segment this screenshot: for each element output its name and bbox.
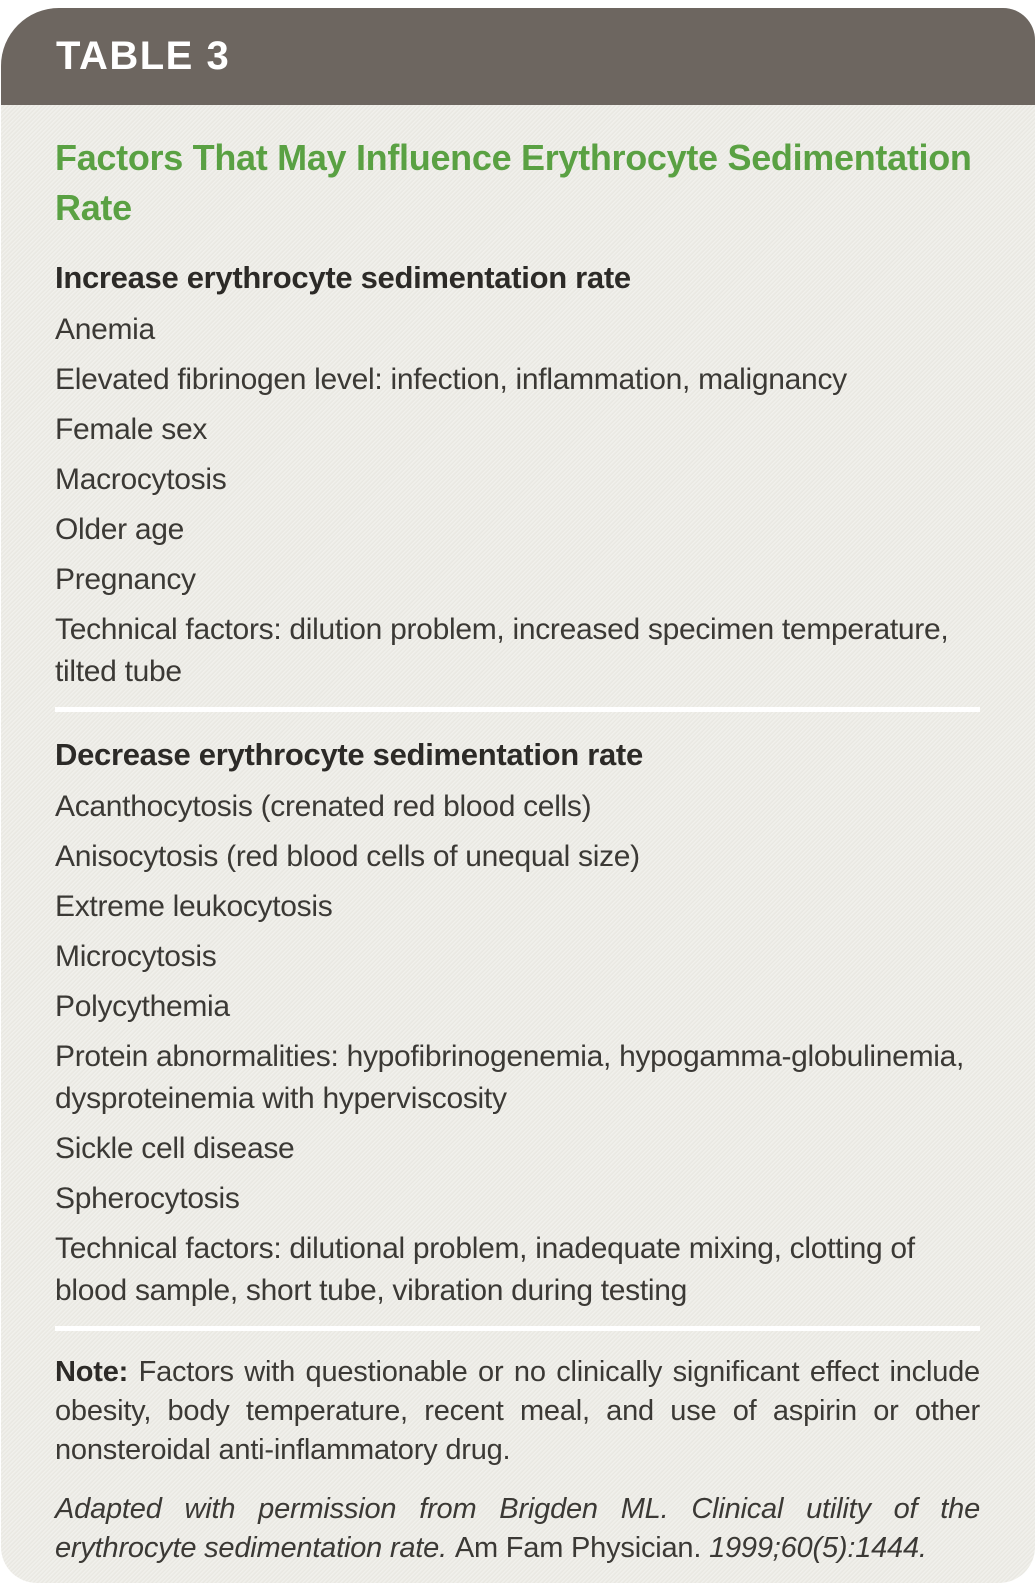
list-item: Technical factors: dilutional problem, inadequate mixing, clotting of blood sample, short tube, vibration during testing bbox=[55, 1232, 915, 1307]
list-item: Elevated fibrinogen level: infection, inflammation, malignancy bbox=[55, 363, 847, 396]
attribution-lead-italic: Adapted with permission from Brigden ML. Clinical utility of the erythrocyte sedimentation rate. bbox=[55, 1493, 980, 1564]
section-heading-decrease: Decrease erythrocyte sedimentation rate bbox=[55, 737, 643, 772]
table-card bbox=[1, 8, 1035, 1583]
table-title: Factors That May Influence Erythrocyte Sedimentation Rate bbox=[55, 137, 972, 228]
list-item: Protein abnormalities: hypofibrinogenemia, hypogamma-globulinemia, dysproteinemia with hyperviscosity bbox=[55, 1040, 965, 1115]
list-item: Pregnancy bbox=[55, 563, 196, 596]
table-header-band bbox=[1, 8, 1035, 105]
note-label: Note: bbox=[55, 1356, 129, 1388]
list-item: Extreme leukocytosis bbox=[55, 890, 333, 923]
list-item: Microcytosis bbox=[55, 940, 217, 973]
table-number-label: TABLE 3 bbox=[56, 34, 231, 78]
section-divider bbox=[55, 707, 980, 712]
list-item: Polycythemia bbox=[55, 990, 230, 1023]
list-item: Sickle cell disease bbox=[55, 1132, 295, 1165]
list-item: Acanthocytosis (crenated red blood cells) bbox=[55, 790, 592, 823]
note-divider bbox=[55, 1326, 980, 1331]
items-list-increase bbox=[55, 309, 980, 693]
table-body bbox=[1, 105, 1035, 1568]
section-decrease bbox=[55, 734, 980, 1312]
attribution-citation-numbers: 1999;60(5):1444. bbox=[709, 1532, 927, 1564]
list-item: Spherocytosis bbox=[55, 1182, 240, 1215]
list-item: Anisocytosis (red blood cells of unequal size) bbox=[55, 840, 640, 873]
list-item: Technical factors: dilution problem, increased specimen temperature, tilted tube bbox=[55, 613, 949, 688]
note-paragraph bbox=[55, 1353, 980, 1470]
list-item: Female sex bbox=[55, 413, 208, 446]
list-item: Anemia bbox=[55, 313, 155, 346]
section-heading-increase: Increase erythrocyte sedimentation rate bbox=[55, 260, 631, 295]
attribution-journal-name: Am Fam Physician. bbox=[454, 1532, 702, 1564]
list-item: Older age bbox=[55, 513, 185, 546]
items-list-decrease bbox=[55, 786, 980, 1312]
note-text: Factors with questionable or no clinically significant effect include obesity, body temperature, recent meal, and use of aspirin or other nonsteroidal anti-inflammatory drug. bbox=[55, 1356, 980, 1466]
list-item: Macrocytosis bbox=[55, 463, 227, 496]
section-increase bbox=[55, 257, 980, 693]
attribution-paragraph bbox=[55, 1490, 980, 1568]
